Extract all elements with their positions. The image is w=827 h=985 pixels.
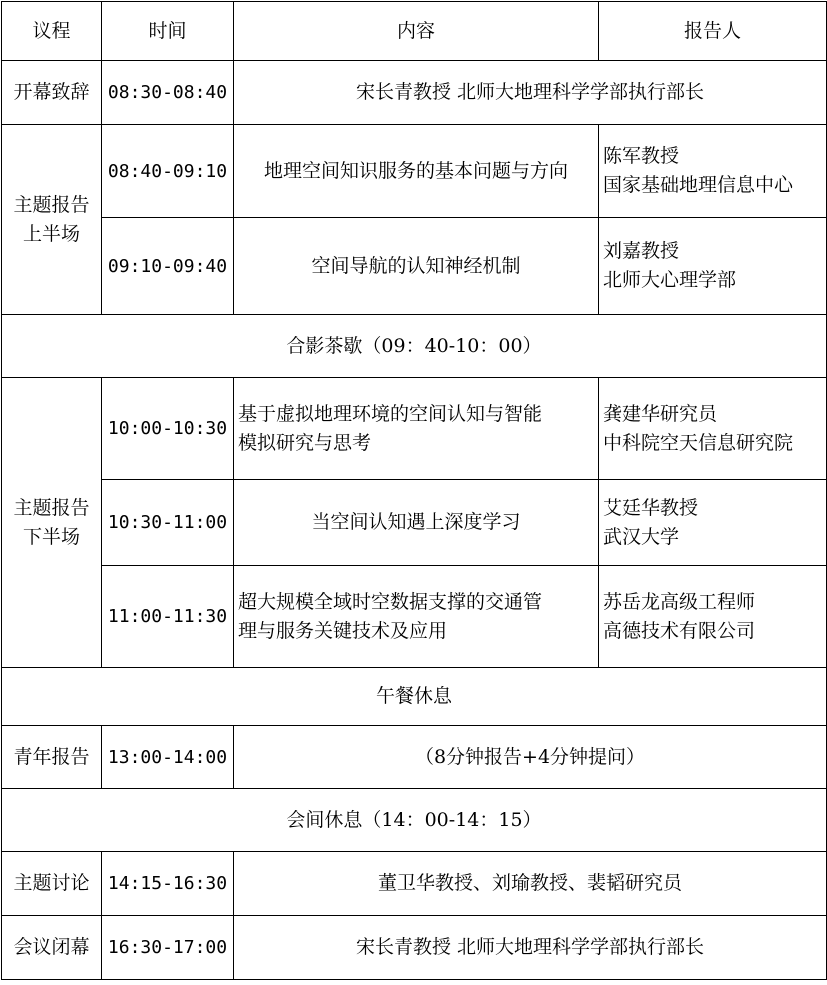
- discussion-time: 14:15-16:30: [102, 852, 234, 916]
- second-half-session-line2: 下半场: [22, 525, 80, 548]
- youth-content: （8分钟报告+4分钟提问）: [234, 726, 827, 789]
- talk-speaker: [599, 566, 827, 668]
- header-speaker: 报告人: [599, 2, 827, 61]
- talk-time: 10:00-10:30: [102, 378, 234, 480]
- speaker-name: 苏岳龙高级工程师: [603, 590, 756, 613]
- header-row: [2, 2, 827, 61]
- talk-speaker: [599, 125, 827, 218]
- youth-time: 13:00-14:00: [102, 726, 234, 789]
- talk-title-line1: 超大规模全域时空数据支撑的交通管: [238, 590, 543, 613]
- talk-title-line1: 基于虚拟地理环境的空间认知与智能: [238, 402, 543, 425]
- second-half-session-line1: 主题报告: [13, 496, 90, 519]
- header-time: 时间: [102, 2, 234, 61]
- break-row: [2, 668, 827, 726]
- discussion-session: 主题讨论: [2, 852, 102, 916]
- first-half-session: [2, 125, 102, 315]
- opening-time: 08:30-08:40: [102, 61, 234, 125]
- first-half-session-line1: 主题报告: [13, 193, 90, 216]
- talk-row: [2, 125, 827, 218]
- speaker-name: 刘嘉教授: [603, 240, 680, 262]
- meeting-break: 会间休息（14：00-14：15）: [2, 789, 827, 852]
- header-session: 议程: [2, 2, 102, 61]
- speaker-affiliation: 中科院空天信息研究院: [603, 431, 794, 454]
- closing-row: [2, 916, 827, 980]
- closing-session: 会议闭幕: [2, 916, 102, 980]
- talk-time: 11:00-11:30: [102, 566, 234, 668]
- talk-speaker: [599, 378, 827, 480]
- talk-title: [234, 566, 599, 668]
- youth-session: 青年报告: [2, 726, 102, 789]
- talk-time: 10:30-11:00: [102, 480, 234, 566]
- talk-row: [2, 566, 827, 668]
- talk-row: [2, 218, 827, 315]
- opening-row: [2, 61, 827, 125]
- talk-time: 08:40-09:10: [102, 125, 234, 218]
- break-row: [2, 315, 827, 378]
- lunch-break: 午餐休息: [2, 668, 827, 726]
- talk-time: 09:10-09:40: [102, 218, 234, 315]
- speaker-name: 陈军教授: [603, 145, 680, 167]
- talk-speaker: [599, 480, 827, 566]
- speaker-name: 艾廷华教授: [603, 496, 699, 519]
- talk-title-line2: 理与服务关键技术及应用: [238, 619, 448, 642]
- photo-break: 合影茶歇（09：40-10：00）: [2, 315, 827, 378]
- talk-row: [2, 480, 827, 566]
- talk-row: [2, 378, 827, 480]
- first-half-session-line2: 上半场: [22, 222, 80, 245]
- speaker-affiliation: 高德技术有限公司: [603, 619, 756, 642]
- speaker-affiliation: 武汉大学: [603, 525, 680, 548]
- second-half-session: [2, 378, 102, 668]
- talk-title: 当空间认知遇上深度学习: [234, 480, 599, 566]
- opening-content: 宋长青教授 北师大地理科学学部执行部长: [234, 61, 827, 125]
- closing-content: 宋长青教授 北师大地理科学学部执行部长: [234, 916, 827, 980]
- opening-session: 开幕致辞: [2, 61, 102, 125]
- discussion-content: 董卫华教授、刘瑜教授、裴韬研究员: [234, 852, 827, 916]
- header-content: 内容: [234, 2, 599, 61]
- agenda-table: [1, 1, 827, 980]
- speaker-affiliation: 北师大心理学部: [603, 269, 737, 291]
- break-row: [2, 789, 827, 852]
- youth-row: [2, 726, 827, 789]
- talk-title: [234, 378, 599, 480]
- talk-title: 空间导航的认知神经机制: [234, 218, 599, 315]
- talk-speaker: [599, 218, 827, 315]
- talk-title-line2: 模拟研究与思考: [238, 431, 372, 454]
- speaker-name: 龚建华研究员: [603, 402, 718, 425]
- closing-time: 16:30-17:00: [102, 916, 234, 980]
- discussion-row: [2, 852, 827, 916]
- talk-title: 地理空间知识服务的基本问题与方向: [234, 125, 599, 218]
- speaker-affiliation: 国家基础地理信息中心: [603, 174, 794, 196]
